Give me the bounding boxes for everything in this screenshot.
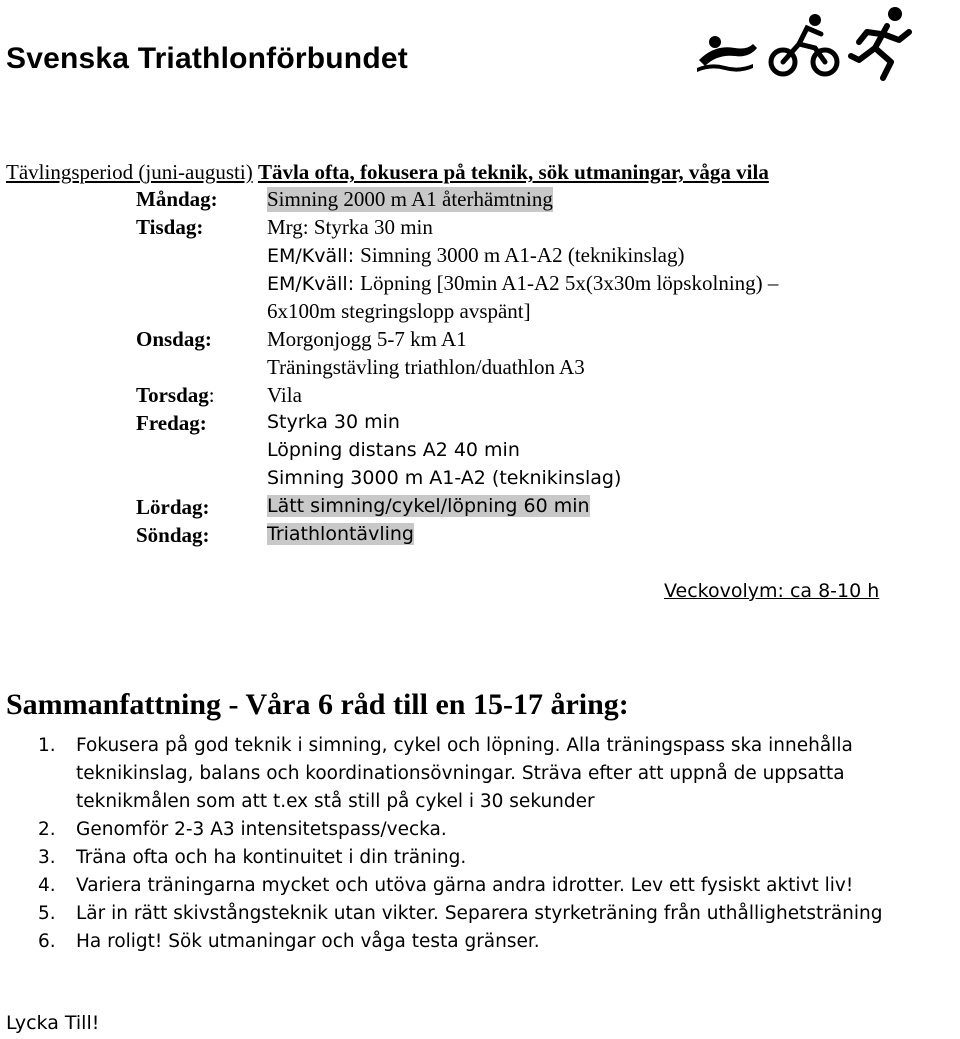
schedule-row xyxy=(0,467,960,495)
item-number: 1. xyxy=(38,735,56,756)
document-header xyxy=(0,0,960,110)
advice-list xyxy=(38,732,938,956)
schedule-row xyxy=(0,355,960,383)
day-label: Tisdag: xyxy=(136,215,204,239)
activity-prefix: EM/Kväll: xyxy=(267,245,361,267)
item-number: 6. xyxy=(38,931,56,952)
list-item xyxy=(38,816,938,844)
item-number: 2. xyxy=(38,819,56,840)
schedule-row xyxy=(0,327,960,355)
item-number: 4. xyxy=(38,875,56,896)
schedule-row xyxy=(0,383,960,411)
schedule-row xyxy=(0,271,960,299)
schedule-row xyxy=(0,299,960,327)
summary-title: Sammanfattning - Våra 6 råd till en 15-17 åring: xyxy=(6,688,629,721)
item-text: Lär in rätt skivstångsteknik utan vikter. Separera styrketräning från uthållighetsträning xyxy=(76,903,883,924)
activity-text: Styrka 30 min xyxy=(267,411,400,433)
day-label: Söndag: xyxy=(136,523,210,547)
weekly-volume: Veckovolym: ca 8-10 h xyxy=(664,580,880,602)
activity-text: Mrg: Styrka 30 min xyxy=(267,215,433,239)
day-label: Fredag: xyxy=(136,411,207,435)
activity-text: 6x100m stegringslopp avspänt] xyxy=(267,299,531,323)
schedule-row xyxy=(0,495,960,523)
list-item xyxy=(38,872,938,900)
item-text: Ha roligt! Sök utmaningar och våga testa gränser. xyxy=(76,931,540,952)
activity-text: Träningstävling triathlon/duathlon A3 xyxy=(267,355,585,379)
activity-prefix: EM/Kväll: xyxy=(267,273,361,295)
schedule-row xyxy=(0,243,960,271)
item-text: Fokusera på god teknik i simning, cykel och löpning. Alla träningspass ska innehålla teknikinslag, balans och koordinationsövningar. Sträva efter att uppnå de uppsatta teknikmålen som att t.ex stå still på cykel i 30 sekunder xyxy=(76,735,853,812)
item-text: Variera träningarna mycket och utöva gärna andra idrotter. Lev ett fysiskt aktivt liv! xyxy=(76,875,854,896)
activity-text: Löpning distans A2 40 min xyxy=(267,439,520,461)
period-heading xyxy=(6,160,769,185)
list-item xyxy=(38,928,938,956)
period-motto: Tävla ofta, fokusera på teknik, sök utmaningar, våga vila xyxy=(257,160,769,184)
schedule-row xyxy=(0,411,960,439)
closing-text: Lycka Till! xyxy=(6,1012,100,1034)
activity-text: Vila xyxy=(267,383,302,407)
weekly-schedule xyxy=(0,187,960,551)
schedule-row xyxy=(0,439,960,467)
activity-text: Simning 3000 m A1-A2 (teknikinslag) xyxy=(267,467,622,489)
day-label: Torsdag: xyxy=(136,383,215,407)
org-title: Svenska Triathlonförbundet xyxy=(6,42,408,75)
day-label: Lördag: xyxy=(136,495,210,519)
schedule-row xyxy=(0,187,960,215)
activity-text: Lätt simning/cykel/löpning 60 min xyxy=(267,495,590,517)
activity-text: Simning 3000 m A1-A2 (teknikinslag) xyxy=(360,243,685,267)
item-number: 3. xyxy=(38,847,56,868)
activity-text: Triathlontävling xyxy=(267,523,414,545)
schedule-row xyxy=(0,215,960,243)
day-label: Måndag: xyxy=(136,187,218,211)
list-item xyxy=(38,900,938,928)
activity-text: Morgonjogg 5-7 km A1 xyxy=(267,327,467,351)
activity-text: Simning 2000 m A1 återhämtning xyxy=(267,187,553,211)
list-item xyxy=(38,844,938,872)
triathlon-swim-bike-run-icon xyxy=(695,4,920,84)
period-label: Tävlingsperiod (juni-augusti) xyxy=(6,160,253,184)
day-label: Onsdag: xyxy=(136,327,212,351)
item-text: Genomför 2-3 A3 intensitetspass/vecka. xyxy=(76,819,447,840)
schedule-row xyxy=(0,523,960,551)
activity-text: Löpning [30min A1-A2 5x(3x30m löpskolning) – xyxy=(360,271,779,295)
item-number: 5. xyxy=(38,903,56,924)
item-text: Träna ofta och ha kontinuitet i din träning. xyxy=(76,847,467,868)
list-item xyxy=(38,732,938,816)
